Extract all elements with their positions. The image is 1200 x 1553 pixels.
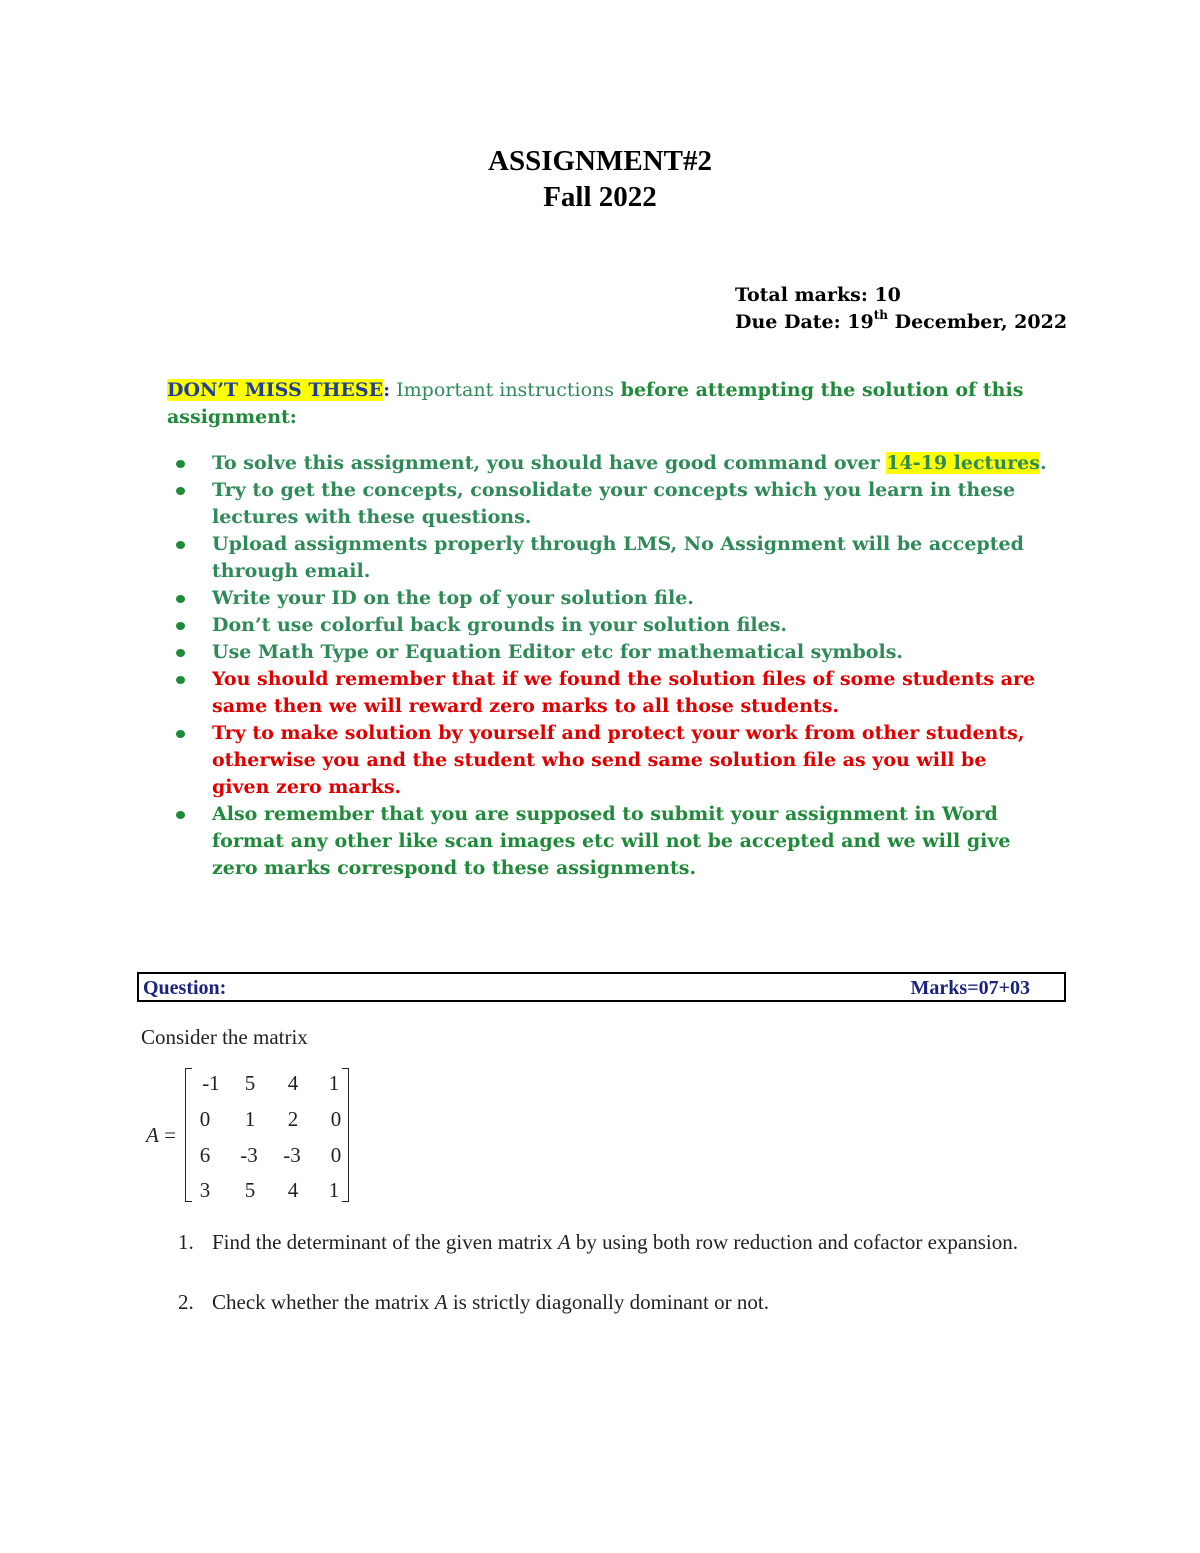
part-text (212, 1227, 1038, 1257)
part-var: A (434, 1290, 448, 1314)
list-item (170, 612, 1050, 639)
matrix-cell: 2 (287, 1107, 299, 1131)
item-text: To solve this assignment, you should have good command over (212, 452, 887, 474)
item-text: Use Math Type or Equation Editor etc for mathematical symbols. (212, 641, 904, 663)
list-item (170, 477, 1050, 531)
part-text-pre: Check whether the matrix (212, 1290, 435, 1314)
matrix-cell: -1 (202, 1071, 220, 1095)
bullet-icon (176, 595, 185, 603)
assignment-term: Fall 2022 (543, 181, 657, 213)
question-part-1 (178, 1227, 1038, 1257)
item-text-end: . (1039, 452, 1047, 474)
item-text: Also remember that you are supposed to submit your assignment in Word format any other like scan images etc will not be accepted and we will give zero marks correspond to these assignments. (212, 803, 1011, 879)
matrix-name: A (146, 1123, 159, 1147)
part-text-pre: Find the determinant of the given matrix (212, 1230, 558, 1254)
equals-sign: = (164, 1123, 176, 1147)
list-item (170, 666, 1050, 720)
matrix-cell: 0 (330, 1143, 342, 1167)
matrix-label (146, 1123, 176, 1148)
bullet-icon (176, 649, 185, 657)
list-item (170, 450, 1050, 477)
matrix-cell: 5 (244, 1071, 256, 1095)
matrix-cell: 1 (328, 1071, 340, 1095)
intro-important: Important instructions (390, 379, 615, 401)
part-text-post: by using both row reduction and cofactor expansion. (570, 1230, 1018, 1254)
matrix-cell: 3 (199, 1178, 211, 1202)
part-number: 2. (178, 1290, 194, 1314)
item-text: Write your ID on the top of your solution file. (212, 587, 694, 609)
part-text (212, 1287, 1038, 1317)
due-date-prefix: Due Date: 19 (735, 311, 874, 333)
intro-colon: : (383, 379, 391, 401)
bullet-icon (176, 676, 185, 684)
due-date-sup: th (873, 308, 888, 322)
bullet-icon (176, 622, 185, 630)
bullet-icon (176, 730, 185, 738)
part-number: 1. (178, 1230, 194, 1254)
matrix-cell: -3 (240, 1143, 258, 1167)
question-intro: Consider the matrix (141, 1025, 308, 1049)
due-date-suffix: December, 2022 (888, 311, 1068, 333)
matrix-cell: 4 (287, 1178, 299, 1202)
bullet-icon (176, 541, 185, 549)
matrix-cell: 5 (244, 1178, 256, 1202)
list-item (170, 801, 1050, 882)
intro-highlight: DON’T MISS THESE (167, 379, 384, 401)
question-label: Question: (143, 977, 227, 999)
matrix-cell: -3 (283, 1143, 301, 1167)
matrix-cell: 4 (287, 1071, 299, 1095)
due-date (735, 309, 1067, 336)
list-item (170, 720, 1050, 801)
question-part-2 (178, 1287, 1038, 1317)
question-marks: Marks=07+03 (910, 977, 1030, 999)
matrix-cell: 1 (244, 1107, 256, 1131)
list-item (170, 585, 1050, 612)
item-text: Don’t use colorful back grounds in your solution files. (212, 614, 788, 636)
part-var: A (557, 1230, 571, 1254)
instruction-list (170, 450, 1050, 882)
matrix-cell: 6 (199, 1143, 211, 1167)
item-text: You should remember that if we found the solution files of some students are same then we will reward zero marks to all those students. (212, 668, 1036, 717)
bullet-icon (176, 487, 185, 495)
intro-rest: before attempting the solution of this assignment: (167, 379, 1024, 428)
lectures-highlight: 14-19 lectures (886, 452, 1040, 474)
matrix-a (185, 1068, 349, 1204)
instructions-intro (167, 377, 1047, 431)
item-text: Try to get the concepts, consolidate your concepts which you learn in these lectures with these questions. (212, 479, 1016, 528)
list-item (170, 531, 1050, 585)
list-item (170, 639, 1050, 666)
question-header-box (137, 972, 1066, 1002)
total-marks: Total marks: 10 (735, 284, 901, 306)
bullet-icon (176, 811, 185, 819)
item-text: Try to make solution by yourself and protect your work from other students, otherwise you and the student who send same solution file as you will be given zero marks. (212, 722, 1025, 798)
assignment-title: ASSIGNMENT#2 (488, 145, 712, 177)
matrix-cell: 0 (330, 1107, 342, 1131)
matrix-cell: 0 (199, 1107, 211, 1131)
part-text-post: is strictly diagonally dominant or not. (447, 1290, 769, 1314)
item-text: Upload assignments properly through LMS, No Assignment will be accepted through email. (212, 533, 1024, 582)
bullet-icon (176, 460, 185, 468)
matrix-cell: 1 (328, 1178, 340, 1202)
